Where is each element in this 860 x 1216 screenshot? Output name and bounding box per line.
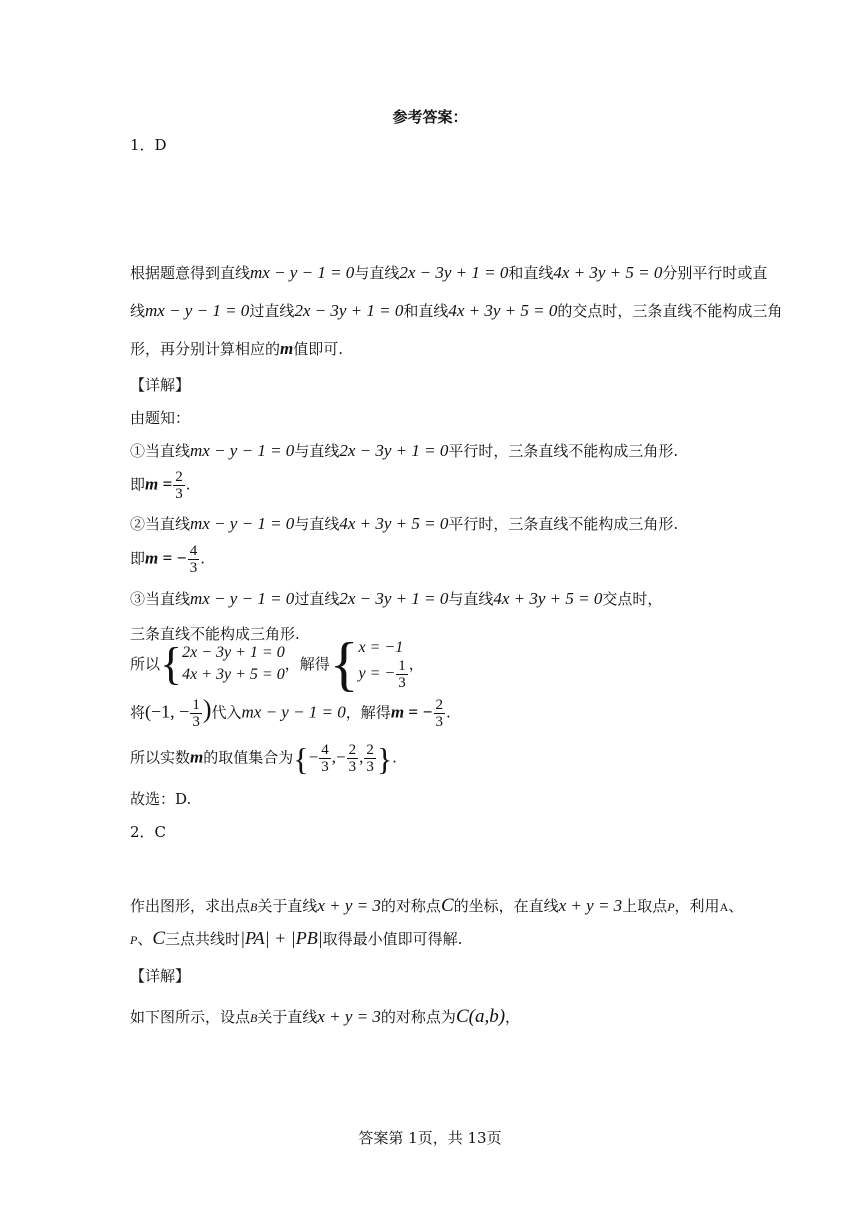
fraction: $\frac{2}{3}$ [175,469,183,502]
solution-set-line [130,742,397,775]
text: 三点共线时 [165,930,241,948]
text: 关于直线 [257,1008,318,1026]
text: 交点时， [602,590,663,608]
text: 所以 [130,655,161,673]
text: ，解得 [345,703,391,722]
text: ②当直线 [130,515,191,533]
point-label: C [440,895,454,916]
equation: mx − y − 1 = 0 [190,441,295,460]
point: C(a,b) [455,1006,506,1027]
fraction: $\frac{2}{3}$ [435,697,444,730]
result-1 [130,469,190,502]
text: 代入 [211,703,242,722]
point-label: B [250,1011,258,1025]
text: 过直线 [249,302,295,320]
system-rows: 2x − 3y + 1 = 0 4x + 3y + 5 = 0 [182,644,285,683]
text: 线 [130,302,146,320]
text: 值即可. [293,340,344,358]
text: 将 [130,703,146,722]
from-question: 由题知： [130,409,191,427]
text: 、 [137,930,153,948]
point-label: P [667,900,675,914]
text: . [392,748,397,767]
text: 的坐标，在直线 [453,897,559,915]
text: 、 [728,897,744,915]
fraction: $\frac{4}{3}$ [189,543,198,576]
text: 如下图所示，设点 [130,1008,251,1026]
equation: x + y = 3 [558,896,623,915]
detail-heading-2: 【详解】 [130,967,191,985]
text: 与直线 [354,264,400,282]
text: 根据题意得到直线 [130,264,251,282]
solution-rows: x = −1 y = − $\frac{1}{3}$ [358,638,406,691]
text: 平行时，三条直线不能构成三角形. [448,442,679,460]
left-brace-icon: { [160,638,183,689]
system-of-equations [130,632,424,696]
analysis-line-3 [130,339,343,359]
text: ， [408,655,424,673]
analysis-line-1 [130,263,767,283]
equation: mx − y − 1 = 0 [190,589,295,608]
point-label: B [250,900,258,914]
sign: , [359,747,364,767]
fraction: $\frac{1}{3}$ [192,697,200,730]
text: 即 [130,549,146,568]
equation: mx − y − 1 = 0 [241,702,346,722]
equation: m = − [145,548,187,568]
text: 取得最小值即可得解. [322,930,463,948]
text: ①当直线 [130,442,191,460]
equation: x + y = 3 [317,896,381,915]
text: 分别平行时或直 [662,264,768,282]
case-2 [130,514,678,534]
case-3-continued: 三条直线不能构成三角形. [130,625,300,643]
equation: mx − y − 1 = 0 [190,514,295,533]
analysis2-line-2 [130,928,462,950]
variable: m [280,339,294,358]
text: 平行时，三条直线不能构成三角形. [448,515,679,533]
equation: 4x + 3y + 5 = 0 [553,263,663,282]
sign: − [308,747,319,767]
figure-line [130,1007,520,1028]
equation: 2x − 3y + 1 = 0 [339,589,449,608]
text: 和直线 [508,264,554,282]
equation: 4x + 3y + 5 = 0 [448,301,558,320]
text: 上取点 [622,897,668,915]
equation: mx − y − 1 = 0 [145,301,250,320]
text: 与直线 [448,590,494,608]
detail-heading: 【详解】 [130,376,191,394]
equation: 2x − 3y + 1 = 0 [339,441,449,460]
text: ，解得 [284,655,330,673]
text: 作出图形，求出点 [130,897,251,915]
text: ，利用 [674,897,720,915]
text: . [446,703,451,722]
text: 与直线 [294,442,340,460]
point-label: C [152,928,166,949]
case-3 [130,589,662,609]
choice-1: 故选：D. [130,790,192,808]
page-footer: 答案第 1页，共 13页 [358,1129,502,1147]
text: 形，再分别计算相应的 [130,340,281,358]
equation: 2x − 3y + 1 = 0 [399,263,509,282]
text: ， [505,1008,521,1026]
left-brace-icon: { [293,740,309,777]
text: 的交点时，三条直线不能构成三角 [557,302,783,320]
sign: ,− [331,747,346,767]
analysis-line-2 [130,301,782,321]
point-label: A [719,900,729,914]
text: 的对称点 [380,897,441,915]
text: 所以实数 [130,748,191,767]
fraction: $\frac{2}{3}$ [366,742,374,775]
left-brace-icon: { [329,631,359,697]
equation: 4x + 3y + 5 = 0 [339,514,449,533]
text: 的取值集合为 [203,748,294,767]
equation: 4x + 3y + 5 = 0 [493,589,603,608]
text: 即 [130,475,146,494]
point-label: P [130,933,138,947]
equation: x + y = 3 [317,1007,381,1026]
variable: m [190,747,204,767]
right-brace-icon: } [376,740,393,777]
text: . [200,549,206,568]
text: ③当直线 [130,590,191,608]
text: 与直线 [294,515,340,533]
question-2-answer: 2．C [130,823,167,841]
equation: |PA| + |PB| [240,928,323,948]
equation: m = [145,474,173,494]
point: ) [202,694,212,724]
analysis2-line-1 [130,896,743,917]
text: 和直线 [403,302,449,320]
text: 的对称点为 [380,1008,456,1026]
case-1 [130,441,678,461]
text: 关于直线 [257,897,318,915]
text: . [185,475,191,494]
text: 过直线 [294,590,340,608]
fraction: $\frac{4}{3}$ [321,742,329,775]
substitute-line [130,694,451,730]
result-2 [130,543,205,576]
equation: mx − y − 1 = 0 [250,263,355,282]
fraction: $\frac{2}{3}$ [348,742,357,775]
question-1-answer: 1．D [130,136,167,154]
equation: 2x − 3y + 1 = 0 [294,301,404,320]
page-title: 参考答案： [392,108,468,126]
point: (−1, − [145,701,190,722]
equation: m = − [390,702,433,722]
